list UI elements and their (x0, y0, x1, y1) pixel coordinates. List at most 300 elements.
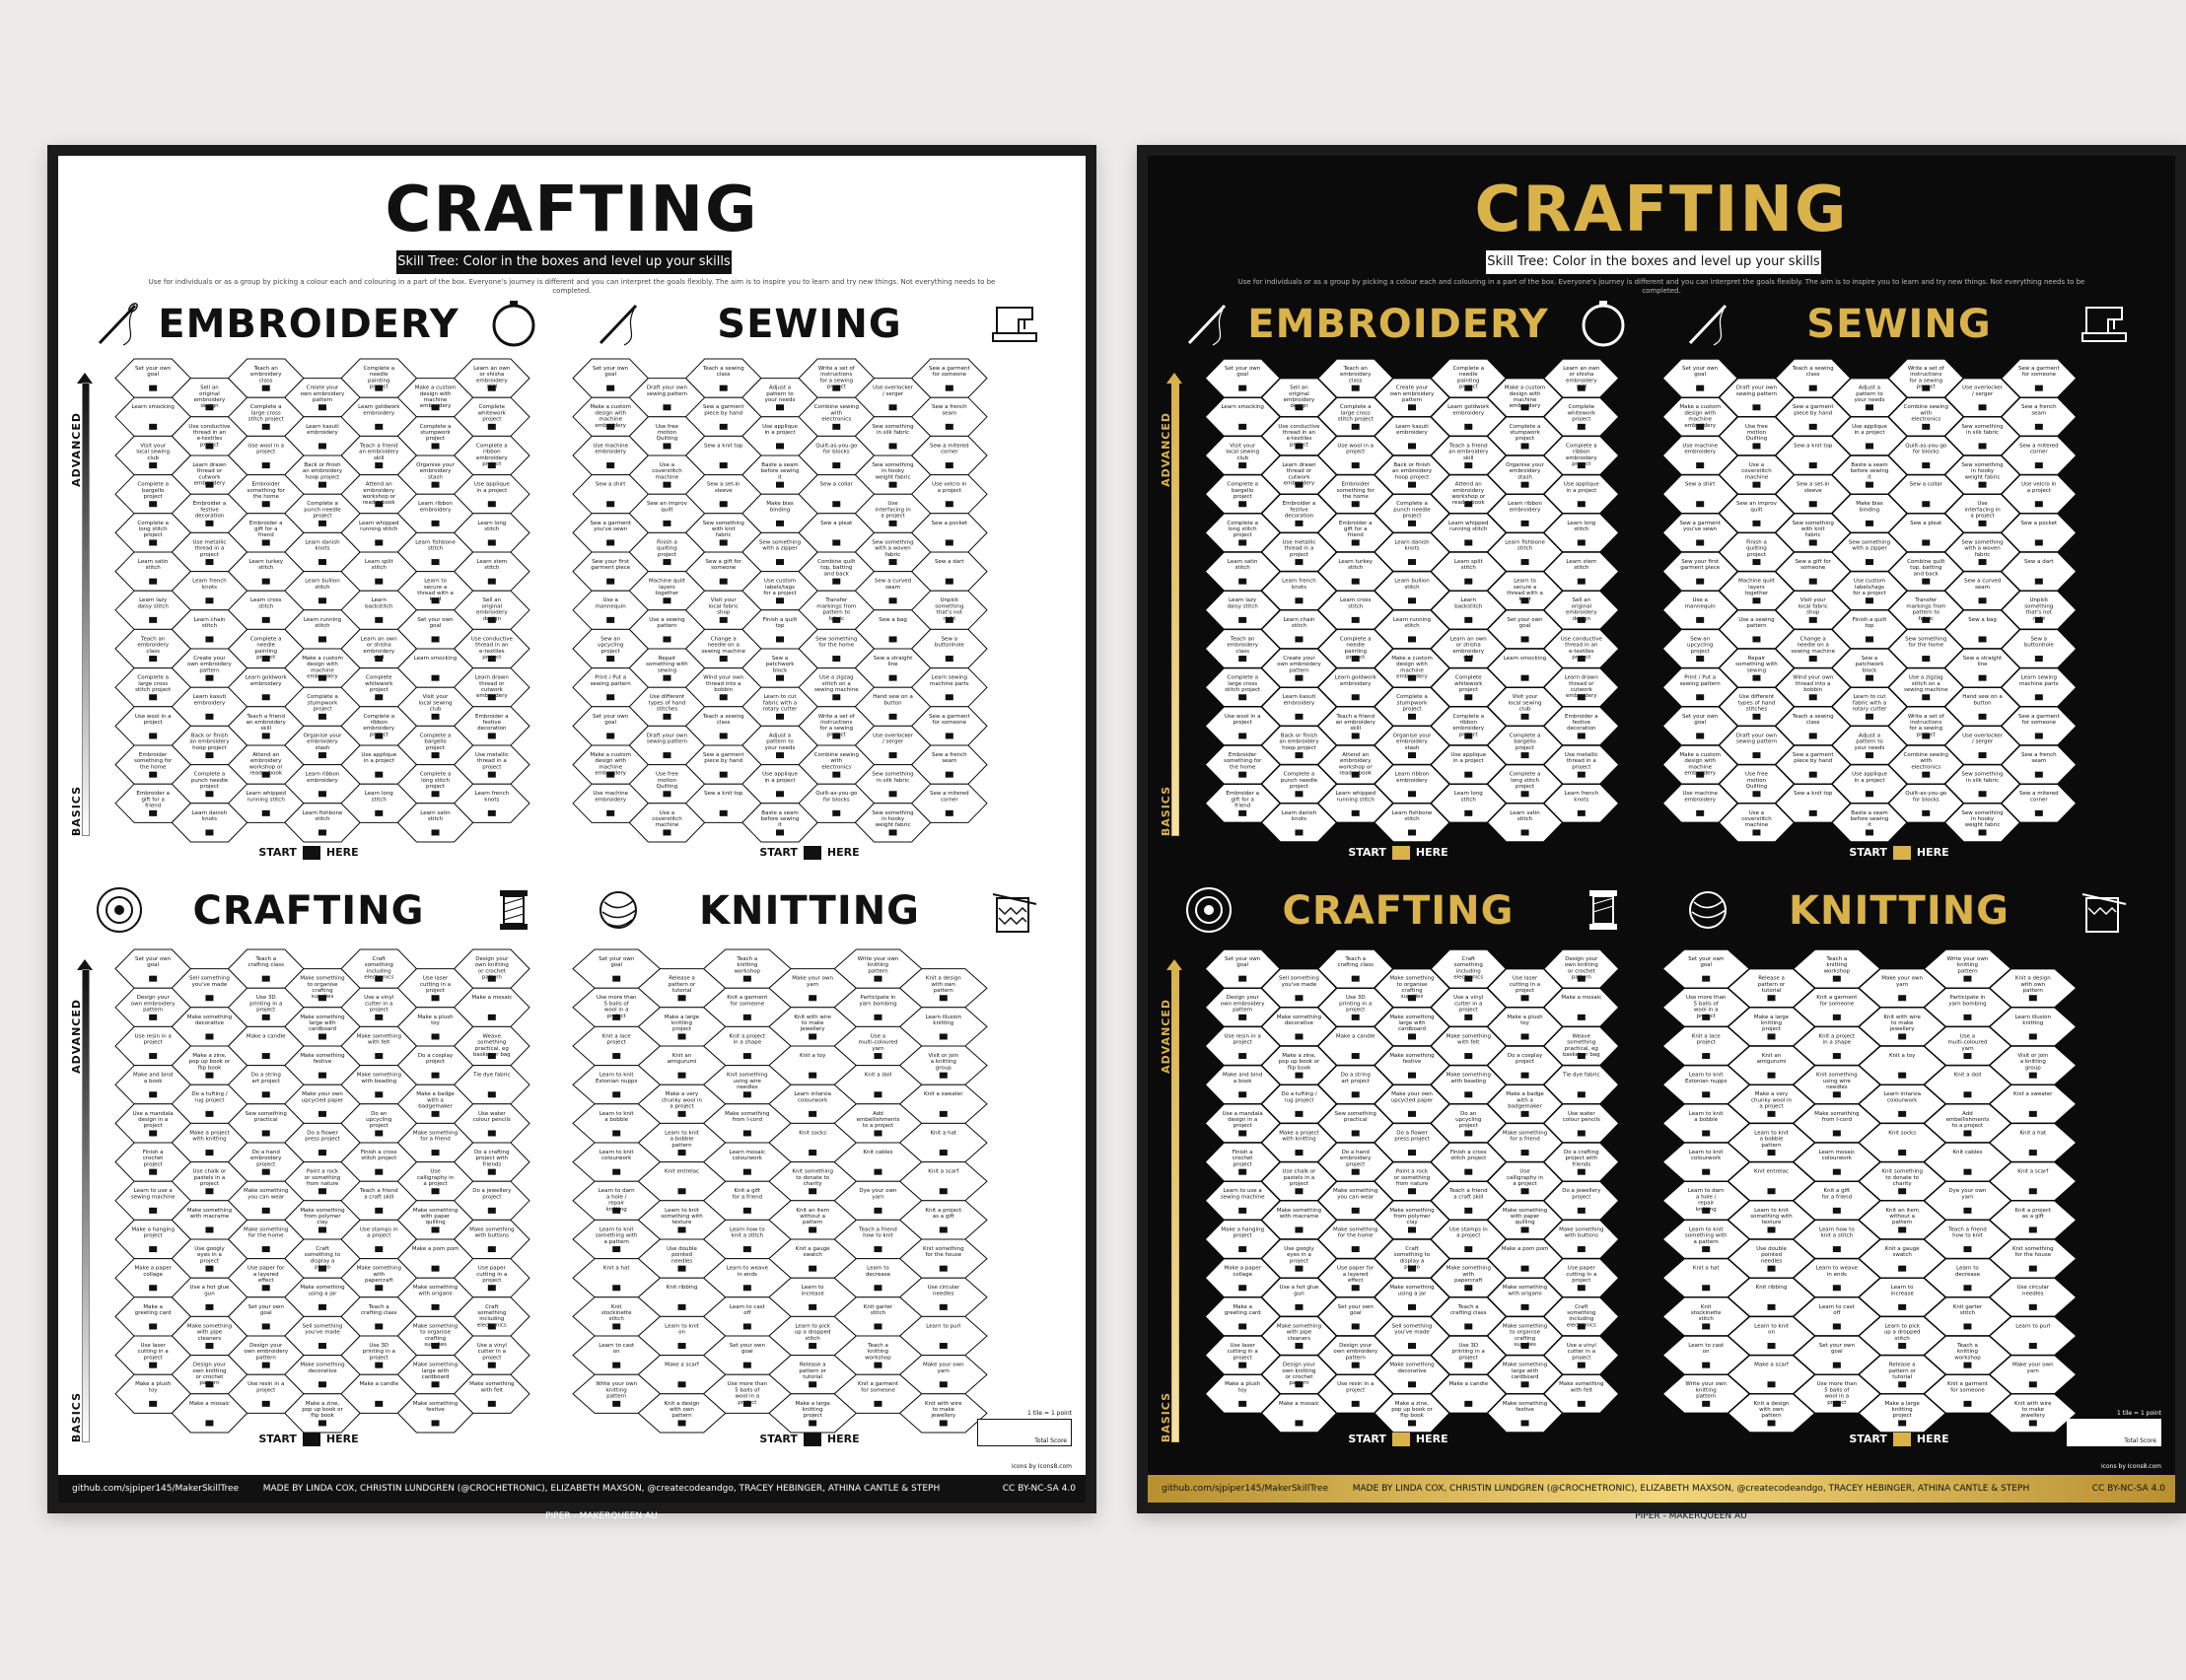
skill-label: punch needle (1280, 777, 1318, 784)
skill-icon (946, 772, 953, 778)
score-label: Total Score (2124, 1437, 2156, 1444)
skill-label: Knit ribbing (1755, 1285, 1788, 1292)
skill-icon (1768, 1111, 1776, 1117)
skill-label: Sew a garment (1679, 520, 1722, 526)
skill-icon (776, 636, 784, 642)
skill-icon (1922, 656, 1930, 662)
skill-label: Design your (1282, 1362, 1316, 1368)
skill-label: fabric with a (762, 700, 798, 707)
skill-label: own embroidery (1277, 662, 1321, 668)
skill-icon (874, 1246, 881, 1252)
skill-icon (1696, 772, 1704, 778)
skill-label: for blocks (1912, 449, 1939, 455)
skill-label: stitch (1574, 525, 1589, 532)
skill-icon (2029, 1188, 2037, 1194)
skill-label: class (716, 719, 731, 726)
skill-label: collage (143, 1271, 164, 1278)
skill-icon (1521, 1266, 1529, 1272)
skill-label: Complete a (137, 674, 169, 681)
skill-label: Use overlocker (873, 385, 913, 391)
skill-label: jewellery (931, 1413, 956, 1420)
skill-label: Sew a (771, 655, 789, 662)
skill-icon (1238, 579, 1246, 585)
skill-label: electronics (821, 764, 852, 771)
skill-label: needle (369, 372, 388, 379)
hex-grid-svg (1205, 359, 1619, 842)
axis-label-basics: BASICS (1160, 785, 1172, 836)
skill-icon (488, 1285, 496, 1291)
skill-label: Baste a seam (761, 461, 799, 468)
skill-icon (1979, 675, 1987, 681)
skill-icon (612, 1053, 620, 1059)
skill-label: festive (200, 507, 219, 514)
skill-label: Knit a project (1818, 1033, 1856, 1040)
skill-label: something (477, 1039, 507, 1046)
skill-label: together (655, 590, 679, 596)
skill-icon (149, 656, 157, 662)
skill-label: Combine sewing (813, 751, 859, 758)
skill-icon (1768, 1343, 1776, 1349)
skill-label: Quilting (656, 783, 678, 790)
skill-label: eyes in a (197, 1252, 222, 1259)
skill-label: Combine sewing (813, 404, 859, 411)
skill-icon (946, 462, 953, 468)
skill-label: including (366, 968, 391, 975)
skill-label: on (678, 1329, 685, 1336)
skill-icon (1833, 1208, 1841, 1214)
skill-label: Use metallic (1564, 751, 1598, 758)
skill-icon (1352, 579, 1360, 585)
skill-label: Complete a (193, 771, 226, 778)
skill-label: your needs (764, 744, 796, 751)
skill-icon (149, 539, 157, 545)
skill-label: project (1289, 1180, 1309, 1187)
knitting-needles-icon (989, 884, 1040, 936)
skill-icon (262, 1363, 270, 1368)
skill-label: Learn satin (1227, 558, 1258, 565)
skill-label: needles (670, 1258, 693, 1265)
skill-icon (1578, 579, 1586, 585)
poster-title: CRAFTING (1474, 174, 1849, 246)
skill-label: an embroidery (189, 738, 230, 745)
skill-icon (809, 1073, 816, 1079)
skill-icon (940, 1266, 948, 1272)
skill-label: Knit an item (796, 1207, 829, 1214)
skill-icon (832, 617, 840, 623)
skill-icon (205, 1033, 213, 1039)
credits-text: MADE BY LINDA COX, CHRISTIN LUNDGREN (@CROCHETRONIC), ELIZABETH MAXSON, @createcodeandgo, TRACEY HEBINGER, ATHINA CANTLE & STEPH PIPER - MAKERQUEEN AU (262, 1484, 941, 1521)
skill-icon (1408, 829, 1416, 835)
skill-label: Make a large (795, 1400, 830, 1407)
skill-label: Use wool in a (134, 713, 172, 720)
skill-label: Make a candle (1335, 1033, 1375, 1040)
skill-label: Write a set of (817, 365, 855, 372)
skill-label: embroidery (1509, 468, 1541, 475)
skill-label: Knit a hat (602, 1265, 630, 1272)
skill-icon (1238, 617, 1246, 623)
skill-icon (432, 559, 440, 565)
skill-label: class (1805, 719, 1820, 726)
skill-label: project (143, 719, 163, 726)
skill-icon (1521, 1033, 1529, 1039)
skill-label: something to (304, 1252, 341, 1259)
skill-label: Make bias (766, 501, 794, 508)
skill-label: project (199, 551, 220, 558)
github-link[interactable]: github.com/sjpiper145/MakerSkillTree (1162, 1484, 1329, 1494)
skill-icon (663, 714, 670, 720)
skill-label: Sew a french (2020, 404, 2057, 411)
skill-label: to organise (420, 1329, 452, 1336)
skill-icon (1352, 1323, 1360, 1329)
skill-label: yarn (2026, 1367, 2039, 1374)
github-link[interactable]: github.com/sjpiper145/MakerSkillTree (72, 1484, 240, 1494)
embroidery-hoop-icon (1578, 298, 1629, 349)
skill-label: Complete a (1509, 423, 1541, 430)
skill-label: or crochet (1285, 1373, 1313, 1380)
score-field[interactable] (977, 1419, 1072, 1446)
skill-label: project (1572, 1277, 1591, 1284)
score-field[interactable] (2067, 1419, 2161, 1446)
skill-label: embroidery (363, 487, 395, 494)
skill-label: something with (661, 1213, 703, 1220)
skill-label: embroidery (249, 1155, 282, 1162)
skill-label: stitch (315, 584, 330, 591)
skill-label: for someone (730, 1001, 765, 1008)
skill-icon (205, 675, 213, 681)
skill-icon (318, 1304, 326, 1310)
skill-label: project (1346, 449, 1366, 455)
skill-label: Learn an own (473, 365, 511, 372)
skill-icon (1833, 1323, 1841, 1329)
skill-label: electronics (1911, 764, 1941, 771)
difficulty-axis (70, 959, 96, 1452)
skill-label: decorative (1397, 1367, 1427, 1374)
skill-label: pattern (657, 622, 677, 629)
skill-label: Make a mosaic (1561, 995, 1602, 1002)
skill-icon (1866, 829, 1873, 835)
skill-label: crafting (1514, 1335, 1536, 1342)
skill-icon (1702, 1130, 1710, 1136)
skill-label: tutorial (803, 1373, 823, 1380)
skill-label: Teach an (253, 365, 278, 372)
skill-icon (1898, 1073, 1906, 1079)
skill-label: patchwork (765, 662, 795, 668)
skill-label: Teach a friend (859, 1226, 897, 1233)
skill-label: embroidery (1283, 396, 1315, 403)
skill-icon (1408, 1033, 1416, 1039)
skill-label: off (743, 1309, 751, 1316)
skill-label: in a project (363, 758, 394, 765)
skill-label: Write a set of (817, 713, 855, 720)
skill-label: Make something (412, 1323, 458, 1330)
skill-label: project (1289, 551, 1309, 558)
skill-label: Learn to knit (599, 1149, 634, 1155)
skill-label: needles (737, 1084, 758, 1090)
skill-label: stitch (1348, 603, 1364, 610)
skill-label: repair (1698, 1200, 1715, 1207)
skill-icon (488, 1401, 496, 1407)
skill-label: cutting in a (419, 981, 452, 988)
skill-label: rug project (1284, 1097, 1314, 1104)
skill-label: Knit entrelac (1754, 1168, 1790, 1175)
skill-icon (375, 1053, 383, 1059)
hex-grid-svg (573, 359, 987, 842)
skill-label: upcycled paper (1390, 1097, 1434, 1104)
skill-icon (375, 385, 383, 391)
skill-icon (1866, 675, 1873, 681)
skill-label: colourwork (1691, 1155, 1722, 1162)
skill-label: Learn french (474, 791, 510, 798)
skill-label: embroidery (475, 378, 508, 385)
skill-label: friend (1347, 532, 1364, 539)
skill-label: stitch (1404, 622, 1420, 629)
skill-icon (262, 733, 270, 738)
skill-icon (946, 810, 953, 816)
skill-label: Use googly (1284, 1245, 1314, 1252)
skill-icon (432, 1033, 440, 1039)
skill-label: thread in a (1566, 758, 1596, 765)
skill-label: in a project (476, 487, 508, 494)
skill-label: Set your own (1225, 365, 1261, 372)
skill-label: wool in a (1824, 1393, 1850, 1400)
skill-label: stitch (484, 525, 500, 532)
skill-label: colour pencils (472, 1116, 511, 1123)
skill-label: Release a (1758, 975, 1785, 982)
skill-label: toy (1237, 1387, 1247, 1394)
skill-icon (940, 1073, 948, 1079)
skill-label: crafting class (360, 1309, 397, 1316)
skill-label: goal (429, 622, 442, 629)
skill-label: Make something (1389, 975, 1435, 982)
skill-label: before sewing (760, 468, 800, 475)
quadrant-title: EMBROIDERY (1247, 302, 1549, 347)
skill-icon (1464, 976, 1472, 982)
skill-label: goal (1830, 1349, 1843, 1356)
skill-label: upcycled paper (301, 1097, 344, 1104)
score-key: 1 tile = 1 point (2117, 1410, 2161, 1417)
skill-label: local sewing (136, 449, 171, 455)
skill-label: up a dropped (794, 1329, 831, 1336)
skill-label: embroidery (1396, 777, 1428, 784)
skill-label: workshop or (1338, 764, 1373, 771)
skill-icon (1408, 752, 1416, 758)
skill-label: Design your (1226, 995, 1259, 1002)
skill-icon (1521, 1343, 1529, 1349)
skill-label: pattern or (668, 981, 696, 988)
skill-label: Make something (1389, 1014, 1435, 1020)
skill-label: thread in an (1282, 429, 1316, 436)
skill-label: upcycling (598, 642, 624, 649)
skill-icon (1295, 1188, 1303, 1194)
skill-label: Learn drawn (474, 674, 509, 681)
skill-icon (809, 1304, 816, 1310)
skill-label: Sew a dart (2024, 558, 2054, 565)
skill-icon (606, 579, 614, 585)
skill-label: Craft (1575, 1303, 1588, 1310)
skill-label: a knitting (930, 1059, 956, 1066)
skill-label: Use conductive (1560, 636, 1602, 643)
skill-label: in silk fabric (876, 777, 910, 784)
skill-label: Make a badge (416, 1091, 455, 1098)
skill-label: Use free (1745, 423, 1768, 430)
quadrant-header (573, 880, 1046, 940)
skill-icon (262, 385, 270, 391)
skill-label: Make something (244, 1226, 289, 1233)
skill-label: Make a paper (134, 1265, 172, 1272)
skill-label: something for (133, 758, 173, 765)
skill-label: Set your own (1818, 1342, 1855, 1349)
skill-label: Make a very (665, 1091, 699, 1098)
skill-label: e-textiles (1569, 648, 1594, 655)
skill-icon (432, 829, 440, 835)
skill-label: buttonhole (934, 642, 964, 649)
skill-icon (720, 462, 728, 468)
skill-label: Make a plush (1225, 1381, 1261, 1388)
skill-label: Make a mosaic (1279, 1400, 1319, 1407)
skill-label: Sew a mitered (2018, 443, 2059, 450)
skill-label: Learn to darn (1687, 1188, 1725, 1195)
skill-label: Sew something (1961, 771, 2004, 778)
skill-label: embroidery (1396, 429, 1428, 436)
quadrant-title: KNITTING (698, 888, 921, 934)
skill-label: Use 3D (1345, 995, 1366, 1002)
skill-icon (149, 579, 157, 585)
skill-icon (488, 1169, 496, 1175)
skill-icon (1464, 617, 1472, 623)
skill-label: Learn to purl (2015, 1323, 2051, 1330)
skill-label: project (199, 783, 220, 790)
skill-label: Make something (725, 1110, 770, 1117)
skill-icon (488, 1323, 496, 1329)
skill-icon (1238, 1246, 1246, 1252)
skill-label: whitework (1454, 680, 1483, 687)
skill-label: for a sewing (819, 726, 854, 733)
skill-icon (1464, 1053, 1472, 1059)
skill-label: stitch (1516, 545, 1533, 552)
skill-icon (262, 617, 270, 623)
skill-icon (1408, 1111, 1416, 1117)
skill-label: Learn to knit (1688, 1226, 1724, 1233)
quadrant-embroidery (1162, 294, 1635, 866)
skill-label: local sewing (418, 700, 453, 707)
skill-label: project (482, 1194, 502, 1201)
skill-label: Sell something (302, 1323, 343, 1330)
skill-label: to donate to (1885, 1174, 1920, 1181)
skill-label: project (313, 513, 332, 520)
skill-label: Sew a collar (1909, 481, 1942, 488)
skill-icon (889, 521, 897, 526)
skill-icon (874, 1323, 881, 1329)
skill-label: / serger (881, 390, 904, 397)
skill-label: project (600, 648, 620, 655)
skill-label: Make a candle (246, 1033, 286, 1040)
skill-icon (2035, 539, 2043, 545)
skill-label: Add (873, 1110, 883, 1117)
skill-label: practical (1343, 1116, 1368, 1123)
skill-label: jewellery (800, 1026, 825, 1033)
skill-label: Use 3D (369, 1342, 389, 1349)
skill-label: Learn to knit (599, 1226, 634, 1233)
skill-label: Use machine (593, 443, 629, 450)
skill-label: to make (1890, 1019, 1914, 1026)
skill-label: Learn kasuti (306, 423, 339, 430)
quadrant-title: CRAFTING (192, 888, 425, 934)
skill-label: cutter in a (1454, 1001, 1483, 1008)
skill-icon (1752, 443, 1760, 449)
door-icon (1392, 1433, 1410, 1446)
skill-icon (262, 1130, 270, 1136)
skill-label: knitting (933, 1019, 954, 1026)
skill-label: festive (1516, 1406, 1534, 1413)
skill-label: Use metallic (1282, 539, 1316, 546)
skill-label: stitch (1234, 565, 1250, 572)
skill-label: Learn split (364, 558, 393, 565)
skill-icon (1464, 579, 1472, 585)
skill-icon (149, 424, 157, 430)
skill-icon (2029, 1226, 2037, 1232)
skill-icon (1696, 424, 1704, 430)
skill-label: for a project (1853, 590, 1886, 596)
skill-icon (743, 1363, 751, 1368)
skill-label: seam (2031, 410, 2047, 417)
skill-icon (1866, 559, 1873, 565)
quadrant-title: SEWING (717, 302, 902, 347)
skill-icon (1702, 1246, 1710, 1252)
skill-icon (1979, 752, 1987, 758)
skill-label: running stitch (360, 525, 398, 532)
skill-label: bobbin (714, 686, 734, 693)
skill-label: from I-cord (1821, 1116, 1852, 1123)
skill-label: wool in a (1693, 1007, 1719, 1014)
skill-label: Learn goldwork (1447, 404, 1490, 411)
skill-label: gift for a (1344, 525, 1368, 532)
skill-label: Use circular (2016, 1285, 2049, 1292)
skill-icon (2029, 1033, 2037, 1039)
skill-label: Complete a (1509, 771, 1541, 778)
skill-icon (946, 501, 953, 507)
skill-label: something with (1684, 1232, 1728, 1239)
skill-label: pop up book or (302, 1406, 343, 1413)
skill-label: Make something (1502, 1362, 1548, 1368)
skill-label: with knitting (1282, 1136, 1316, 1143)
skill-label: stitch project (1337, 416, 1374, 423)
skill-label: Do a flower (307, 1130, 338, 1137)
skill-label: machine (599, 416, 623, 423)
quadrant-header (573, 294, 1046, 353)
skill-label: machine (599, 764, 623, 771)
skill-icon (1352, 1401, 1360, 1407)
skill-icon (1979, 714, 1987, 720)
skill-label: it (1868, 822, 1871, 829)
skill-icon (1963, 1323, 1971, 1329)
skill-label: for the home (247, 1232, 284, 1239)
axis-label-advanced: ADVANCED (1160, 999, 1172, 1074)
skill-icon (1752, 675, 1760, 681)
skill-icon (678, 1266, 686, 1272)
skill-icon (743, 1323, 751, 1329)
skill-label: someone (1800, 565, 1826, 572)
skill-icon (149, 1246, 157, 1252)
knitting-needles-icon (2079, 884, 2130, 936)
skill-icon (1578, 1401, 1586, 1407)
skill-label: with a woven (1964, 545, 2001, 552)
skill-label: Teach a sewing (702, 713, 744, 720)
skill-label: Knit a scarf (2017, 1168, 2049, 1175)
skill-label: that's not (2025, 609, 2052, 616)
skill-icon (946, 694, 953, 700)
skill-icon (1866, 404, 1873, 410)
skill-icon (488, 976, 496, 982)
